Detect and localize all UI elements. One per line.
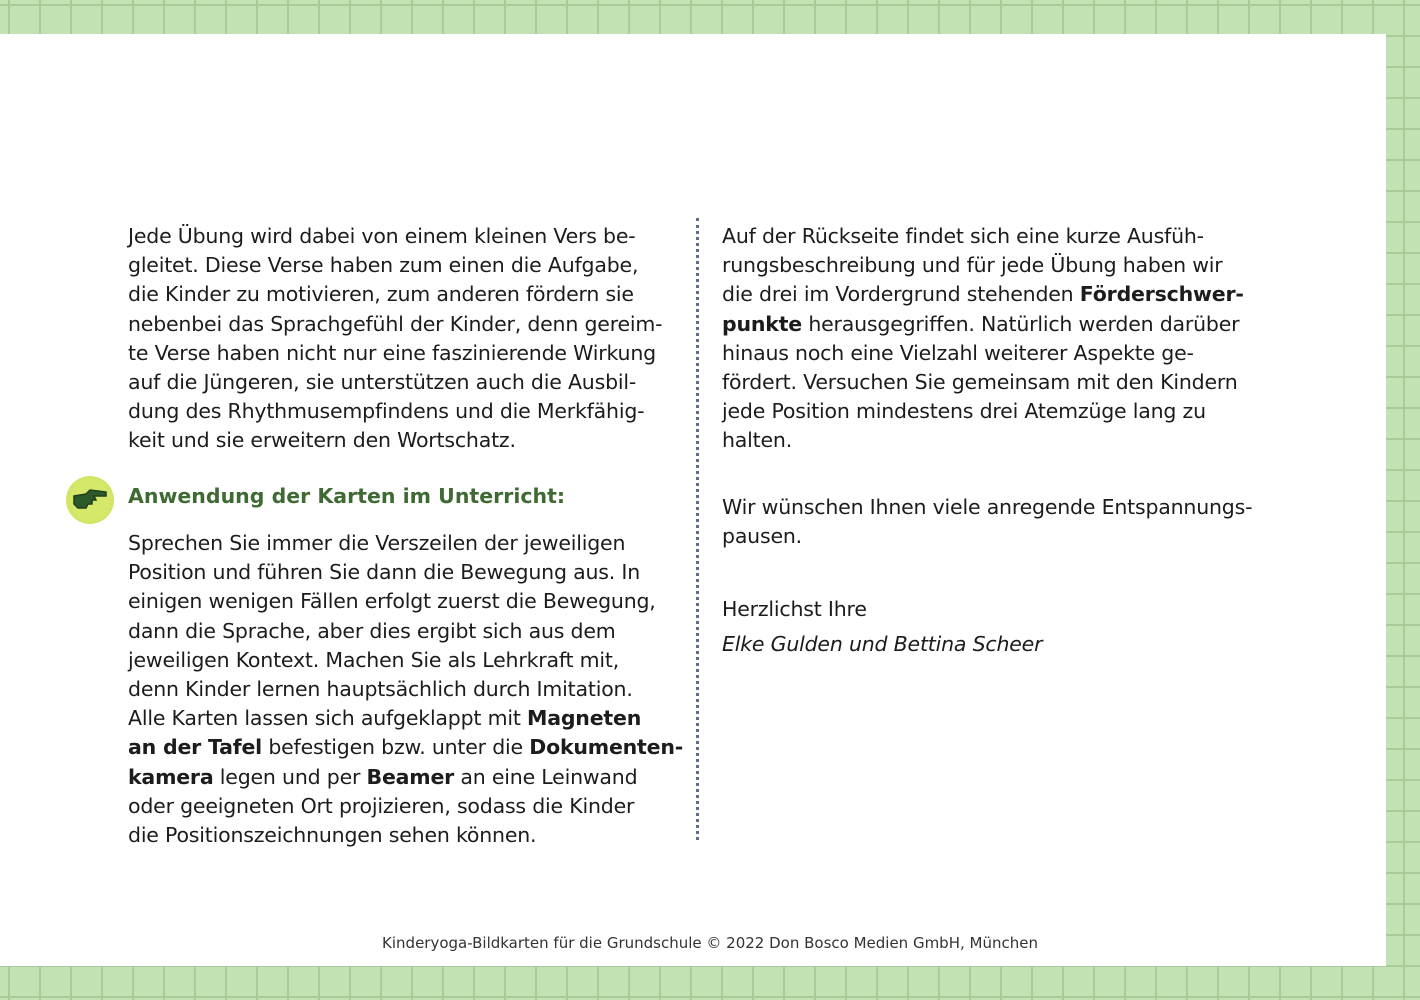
text-segment: Alle Karten lassen sich aufgeklappt mit bbox=[128, 706, 527, 731]
text-line bbox=[722, 339, 1244, 368]
bold-text: Förderschwer- bbox=[1079, 282, 1244, 307]
signature: Elke Gulden und Bettina Scheer bbox=[722, 632, 1043, 657]
text-segment: halten. bbox=[722, 428, 793, 453]
bold-text: Dokumenten- bbox=[529, 735, 684, 760]
bold-text: Magneten bbox=[527, 706, 642, 731]
text-line bbox=[128, 704, 683, 733]
text-line bbox=[128, 310, 662, 339]
text-segment: die Positionszeichnungen sehen können. bbox=[128, 823, 537, 848]
bold-text: punkte bbox=[722, 311, 802, 336]
text-segment: Auf der Rückseite findet sich eine kurze Ausfüh- bbox=[722, 224, 1204, 248]
text-line bbox=[128, 426, 662, 455]
bold-text: kamera bbox=[128, 764, 214, 789]
text-line bbox=[722, 522, 1252, 551]
text-line bbox=[128, 280, 662, 309]
closing-block bbox=[722, 595, 1042, 659]
footer-copyright: Kinderyoga-Bildkarten für die Grundschule © 2022 Don Bosco Medien GmbH, München bbox=[382, 934, 1038, 952]
backside-paragraph bbox=[722, 222, 1244, 456]
text-segment: Sprechen Sie immer die Verszeilen der jeweiligen bbox=[128, 531, 626, 555]
text-line bbox=[128, 251, 662, 280]
column-divider bbox=[696, 218, 699, 840]
text-line bbox=[722, 280, 1244, 309]
section-heading: Anwendung der Karten im Unterricht: bbox=[128, 484, 566, 508]
text-segment: rungsbeschreibung und für jede Übung haben wir bbox=[722, 253, 1223, 278]
closing-text: Herzlichst Ihre bbox=[722, 597, 867, 621]
text-line bbox=[722, 251, 1244, 280]
bold-text: Beamer bbox=[366, 764, 455, 789]
text-line bbox=[722, 368, 1244, 397]
text-segment: pausen. bbox=[722, 524, 802, 549]
text-segment: die drei im Vordergrund stehenden bbox=[722, 282, 1080, 307]
text-segment: nebenbei das Sprachgefühl der Kinder, denn gereim- bbox=[128, 311, 663, 336]
text-segment: die Kinder zu motivieren, zum anderen fördern sie bbox=[128, 282, 634, 307]
pointing-hand-icon bbox=[66, 476, 114, 524]
text-segment: hinaus noch eine Vielzahl weiterer Aspekte ge- bbox=[722, 340, 1194, 365]
text-line bbox=[128, 339, 662, 368]
text-line bbox=[722, 493, 1252, 522]
bold-text: an der Tafel bbox=[128, 735, 263, 760]
text-segment: an eine Leinwand bbox=[454, 764, 638, 789]
text-line bbox=[128, 617, 683, 646]
text-line bbox=[128, 529, 683, 558]
text-line bbox=[128, 646, 683, 675]
text-line bbox=[128, 397, 662, 426]
text-segment: Wir wünschen Ihnen viele anregende Entspannungs- bbox=[722, 495, 1253, 519]
text-line bbox=[722, 426, 1244, 455]
usage-paragraph bbox=[128, 529, 683, 850]
text-segment: keit und sie erweitern den Wortschatz. bbox=[128, 428, 516, 453]
text-segment: auf die Jüngeren, sie unterstützen auch die Ausbil- bbox=[128, 370, 637, 395]
text-segment: befestigen bzw. unter die bbox=[262, 735, 530, 760]
text-segment: Jede Übung wird dabei von einem kleinen Vers be- bbox=[128, 224, 636, 248]
text-line bbox=[128, 733, 683, 762]
text-line bbox=[128, 587, 683, 616]
text-line bbox=[722, 222, 1244, 251]
text-line bbox=[128, 821, 683, 850]
intro-paragraph bbox=[128, 222, 662, 456]
text-segment: Position und führen Sie dann die Bewegung aus. In bbox=[128, 560, 640, 585]
text-segment: fördert. Versuchen Sie gemeinsam mit den Kindern bbox=[722, 370, 1238, 395]
text-segment: gleitet. Diese Verse haben zum einen die Aufgabe, bbox=[128, 253, 639, 278]
page-sheet bbox=[0, 34, 1386, 966]
text-line bbox=[128, 763, 683, 792]
text-segment: einigen wenigen Fällen erfolgt zuerst die Bewegung, bbox=[128, 589, 656, 614]
text-line bbox=[128, 792, 683, 821]
text-segment: denn Kinder lernen hauptsächlich durch Imitation. bbox=[128, 677, 633, 702]
text-line bbox=[128, 222, 662, 251]
text-segment: herausgegriffen. Natürlich werden darüber bbox=[802, 311, 1240, 336]
text-line bbox=[722, 310, 1244, 339]
text-segment: jede Position mindestens drei Atemzüge lang zu bbox=[722, 399, 1206, 424]
text-segment: te Verse haben nicht nur eine faszinierende Wirkung bbox=[128, 340, 656, 365]
text-segment: jeweiligen Kontext. Machen Sie als Lehrkraft mit, bbox=[128, 647, 620, 672]
text-segment: legen und per bbox=[213, 764, 367, 789]
text-line bbox=[128, 558, 683, 587]
text-segment: dung des Rhythmusempfindens und die Merkfähig- bbox=[128, 399, 645, 424]
text-line bbox=[722, 397, 1244, 426]
text-segment: oder geeigneten Ort projizieren, sodass die Kinder bbox=[128, 793, 635, 818]
text-segment: dann die Sprache, aber dies ergibt sich aus dem bbox=[128, 618, 616, 643]
text-line bbox=[128, 368, 662, 397]
text-line bbox=[128, 675, 683, 704]
wish-paragraph bbox=[722, 493, 1252, 551]
